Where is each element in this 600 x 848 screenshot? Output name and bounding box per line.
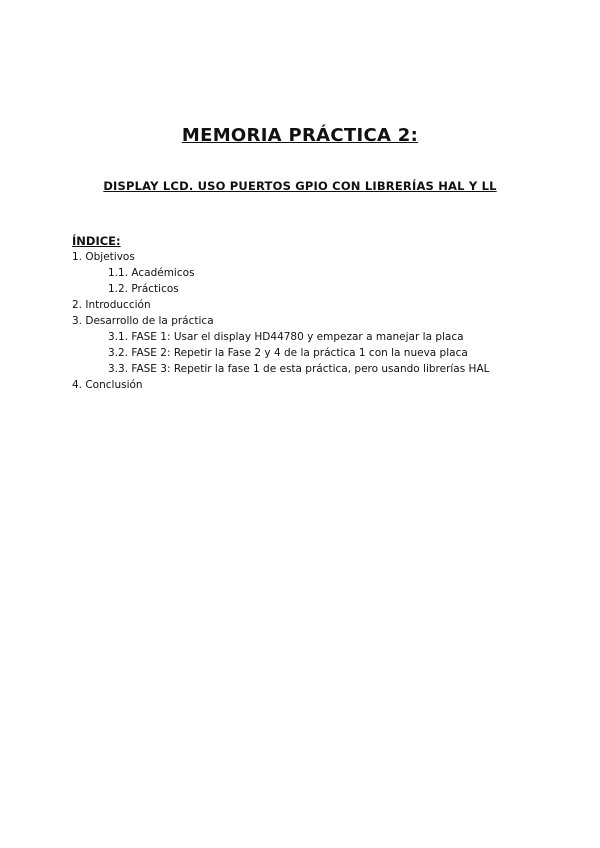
toc-item-3-2: 3.2. FASE 2: Repetir la Fase 2 y 4 de la práctica 1 con la nueva placa — [108, 347, 468, 359]
document-subtitle: DISPLAY LCD. USO PUERTOS GPIO CON LIBRERÍAS HAL Y LL — [103, 179, 497, 193]
document-title: MEMORIA PRÁCTICA 2: — [181, 125, 419, 146]
toc-item-3-3: 3.3. FASE 3: Repetir la fase 1 de esta práctica, pero usando librerías HAL — [108, 363, 490, 375]
toc-item-4: 4. Conclusión — [72, 379, 143, 391]
toc-item-1: 1. Objetivos — [72, 251, 135, 263]
table-of-contents — [72, 233, 572, 393]
toc-item-1-1: 1.1. Académicos — [108, 267, 195, 279]
toc-heading: ÍNDICE: — [72, 234, 121, 248]
toc-item-1-2: 1.2. Prácticos — [108, 283, 179, 295]
toc-item-3: 3. Desarrollo de la práctica — [72, 315, 214, 327]
toc-item-2: 2. Introducción — [72, 299, 151, 311]
toc-item-3-1: 3.1. FASE 1: Usar el display HD44780 y empezar a manejar la placa — [108, 331, 464, 343]
